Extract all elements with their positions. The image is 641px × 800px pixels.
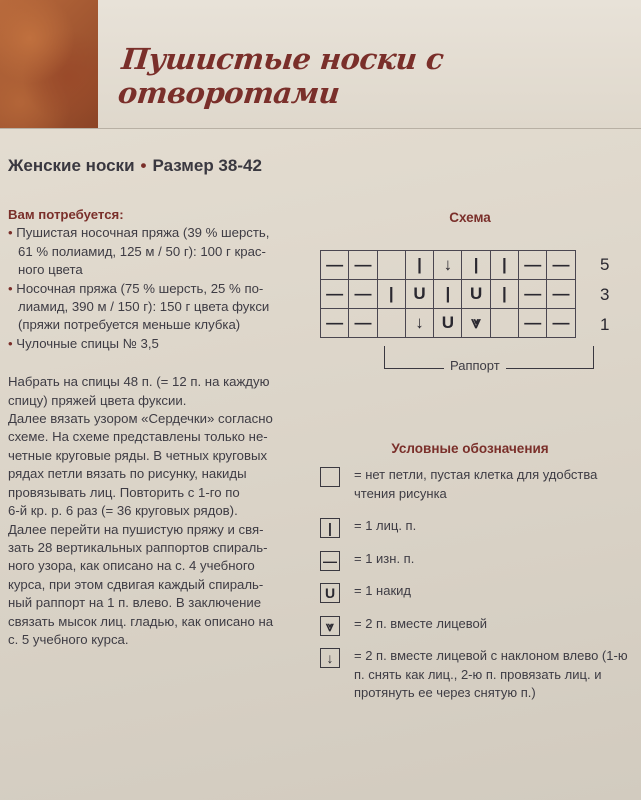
chart-cell: — (321, 309, 349, 338)
legend-text: = 1 накид (354, 583, 411, 598)
purl-stitch-icon: — (320, 551, 340, 571)
chart-cell: — (349, 309, 377, 338)
legend-text: = 2 п. вместе лицевой с наклоном влево (1-ю п. снять как лиц., 2-ю п. провязать лиц. и протянуть ее через снятую п.) (354, 648, 628, 700)
chart-cell: ⩔ (462, 309, 490, 338)
legend-text: = 2 п. вместе лицевой (354, 615, 488, 631)
legend-text: = 1 изн. п. (354, 550, 415, 566)
material-line: лиамид, 390 м / 150 г): 150 г цвета фукси (18, 299, 270, 315)
chart-cell: | (434, 280, 462, 309)
chart-cell: — (547, 309, 575, 338)
instruction-line: с. 5 учебного курса. (8, 631, 129, 647)
chart-cell: U (462, 280, 490, 309)
instruction-line: провязывать лиц. Повторить с 1-го по (8, 484, 240, 500)
subtitle-left: Женские носки (8, 156, 135, 175)
chart-cell: ↓ (434, 251, 462, 280)
chart-cell: — (321, 280, 349, 309)
chart-cell: | (490, 251, 518, 280)
material-line: (пряжи потребуется меньше клубка) (18, 317, 241, 333)
knit-stitch-icon: | (320, 518, 340, 538)
instruction-line: зать 28 вертикальных раппортов спираль- (8, 539, 268, 555)
instruction-line: Далее перейти на пушистую пряжу и свя- (8, 521, 264, 537)
instruction-line: спицу) пряжей цвета фуксии. (8, 392, 187, 408)
bullet-icon: • (8, 335, 13, 351)
instruction-line: связать мысок лиц. гладью, как описано на (8, 613, 274, 629)
ssk-icon: ↓ (320, 648, 340, 668)
chart-cell: — (321, 251, 349, 280)
instruction-line: курса, при этом сдвигая каждый спираль- (8, 576, 264, 592)
page-title: Пушистые носки с отворотами (116, 42, 446, 110)
chart-cell (377, 309, 405, 338)
chart-cell: — (349, 280, 377, 309)
instructions (8, 373, 298, 649)
material-item (8, 335, 298, 353)
legend-text: = нет петли, пустая клетка для удобства чтения рисунка (354, 467, 598, 501)
chart-cell: — (547, 280, 575, 309)
chart-row-3 (321, 280, 576, 309)
legend-title: Условные обозначения (391, 441, 549, 456)
legend-item-knit (320, 517, 630, 536)
legend-item-empty (320, 466, 630, 503)
legend (320, 466, 630, 717)
subtitle (8, 156, 262, 176)
chart-cell: | (490, 280, 518, 309)
instruction-line: Далее вязать узором «Сердечки» согласно (8, 411, 273, 427)
chart-row-1 (321, 309, 576, 338)
instruction-line: 6-й кр. р. 6 раз (= 36 круговых рядов). (8, 503, 238, 519)
bullet-icon: • (8, 225, 13, 241)
material-line: Чулочные спицы № 3,5 (16, 335, 159, 351)
chart-row-5 (321, 251, 576, 280)
legend-text: = 1 лиц. п. (354, 518, 417, 533)
yarn-over-icon: U (320, 583, 340, 603)
chart-cell: — (519, 280, 547, 309)
chart-cell: | (462, 251, 490, 280)
instruction-line: схеме. На схеме представлены только не- (8, 429, 268, 445)
legend-item-purl (320, 550, 630, 569)
left-column (8, 206, 298, 649)
rapport-bracket (384, 346, 594, 373)
materials-heading: Вам потребуется: (8, 207, 124, 222)
legend-item-yarnover (320, 582, 630, 601)
chart-cell: | (377, 280, 405, 309)
subtitle-bullet: • (140, 156, 147, 175)
instruction-line: четные круговые ряды. В четных круговых (8, 447, 268, 463)
chart-cell: — (349, 251, 377, 280)
material-item (8, 224, 298, 279)
rapport-label: Раппорт (444, 358, 506, 373)
chart-cell: — (519, 309, 547, 338)
row-number: 3 (600, 285, 610, 304)
material-item (8, 280, 298, 335)
bullet-icon: • (8, 280, 13, 296)
chart-cell: — (547, 251, 575, 280)
row-number: 5 (600, 255, 610, 274)
subtitle-right: Размер 38-42 (152, 156, 262, 175)
chart-cell: U (434, 309, 462, 338)
schema-title: Схема (449, 210, 491, 225)
chart-grid (320, 250, 576, 338)
instruction-line: ный раппорт на 1 п. влево. В заключение (8, 595, 262, 611)
chart-cell: U (405, 280, 433, 309)
material-line: 61 % полиамид, 125 м / 50 г): 100 г крас- (18, 243, 266, 259)
material-line: ного цвета (18, 262, 83, 278)
empty-cell-icon (320, 467, 340, 487)
chart-cell (490, 309, 518, 338)
material-line: Пушистая носочная пряжа (39 % шерсть, (16, 225, 270, 241)
chart-cell: ↓ (405, 309, 433, 338)
k2tog-icon: ⩔ (320, 616, 340, 636)
chart-cell (377, 251, 405, 280)
instruction-line: ного узора, как описано на с. 4 учебного (8, 558, 255, 574)
legend-item-ssk (320, 647, 630, 703)
material-line: Носочная пряжа (75 % шерсть, 25 % по- (16, 280, 264, 296)
header-divider (0, 128, 641, 129)
instruction-line: рядах петли вязать по рисунку, накиды (8, 466, 247, 482)
row-number: 1 (600, 315, 610, 334)
row-numbers (600, 250, 609, 340)
legend-item-k2tog (320, 615, 630, 634)
chart-cell: | (405, 251, 433, 280)
yarn-photo (0, 0, 98, 128)
chart-cell: — (519, 251, 547, 280)
instruction-line: Набрать на спицы 48 п. (= 12 п. на каждую (8, 374, 270, 390)
